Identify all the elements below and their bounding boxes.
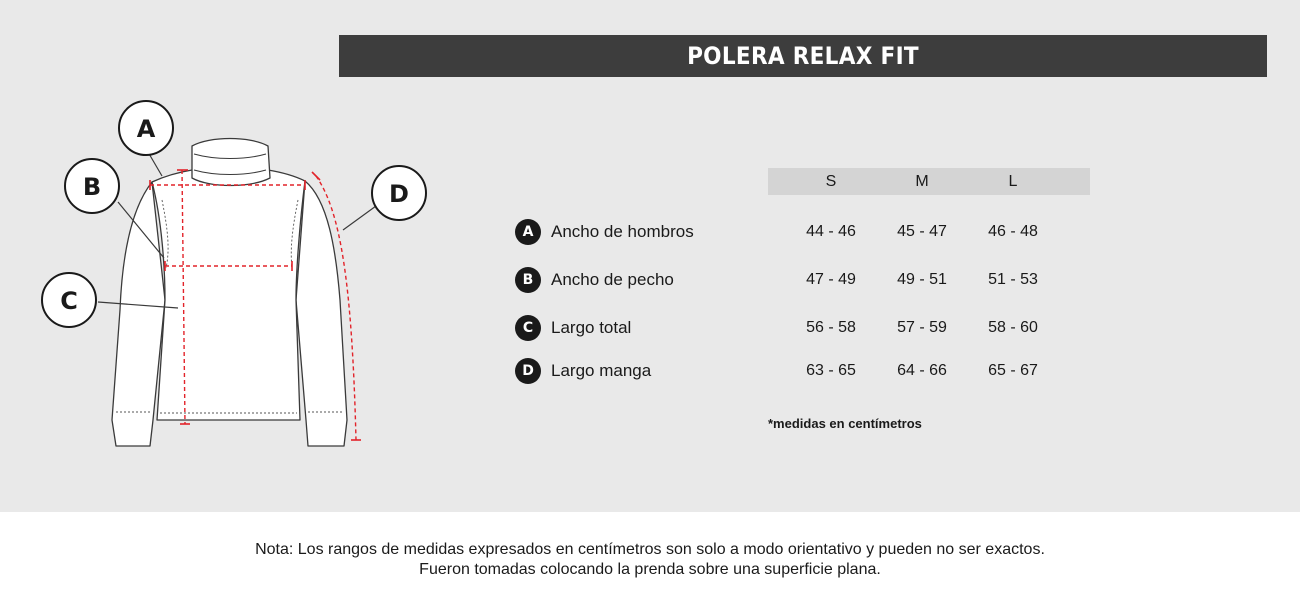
table-cell: 58 - 60 xyxy=(988,319,1038,336)
note-line-2: Fueron tomadas colocando la prenda sobre una superficie plana. xyxy=(419,561,881,578)
right-sleeve xyxy=(296,181,347,446)
page-title: POLERA RELAX FIT xyxy=(339,35,1267,77)
badge-d: D xyxy=(515,358,541,384)
badge-b: B xyxy=(515,267,541,293)
table-cell: 65 - 67 xyxy=(988,362,1038,379)
table-cell: 44 - 46 xyxy=(806,223,856,240)
row-sleeve-length xyxy=(515,358,651,384)
table-cell: 56 - 58 xyxy=(806,319,856,336)
turtleneck-collar xyxy=(192,139,270,186)
callout-b-label: B xyxy=(82,173,102,201)
size-l-header: L xyxy=(1008,172,1018,190)
garment-body xyxy=(152,170,305,420)
row-shoulder-width xyxy=(515,219,694,245)
row-label: Ancho de hombros xyxy=(551,222,694,241)
table-cell: 51 - 53 xyxy=(988,271,1038,288)
callout-a-label: A xyxy=(136,115,156,143)
table-cell: 46 - 48 xyxy=(988,223,1038,240)
row-label: Largo total xyxy=(551,318,632,337)
badge-a: A xyxy=(515,219,541,245)
note-line-1: Nota: Los rangos de medidas expresados en centímetros son solo a modo orientativo y pueden no ser exactos. xyxy=(255,541,1045,558)
disclaimer-note xyxy=(0,540,1300,580)
table-cell: 47 - 49 xyxy=(806,271,856,288)
row-total-length xyxy=(515,315,631,341)
callout-c-label: C xyxy=(60,287,78,315)
table-cell: 57 - 59 xyxy=(897,319,947,336)
table-cell: 64 - 66 xyxy=(897,362,947,379)
size-m-header: M xyxy=(915,172,929,190)
badge-c: C xyxy=(515,315,541,341)
garment-diagram xyxy=(0,0,470,470)
row-label: Largo manga xyxy=(551,361,652,380)
row-chest-width xyxy=(515,267,674,293)
units-footnote: *medidas en centímetros xyxy=(768,416,922,431)
table-cell: 49 - 51 xyxy=(897,271,947,288)
size-s-header: S xyxy=(825,172,837,190)
callout-d-label: D xyxy=(389,180,409,208)
table-cell: 63 - 65 xyxy=(806,362,856,379)
row-label: Ancho de pecho xyxy=(551,270,674,289)
table-cell: 45 - 47 xyxy=(897,223,947,240)
left-sleeve xyxy=(112,182,165,446)
